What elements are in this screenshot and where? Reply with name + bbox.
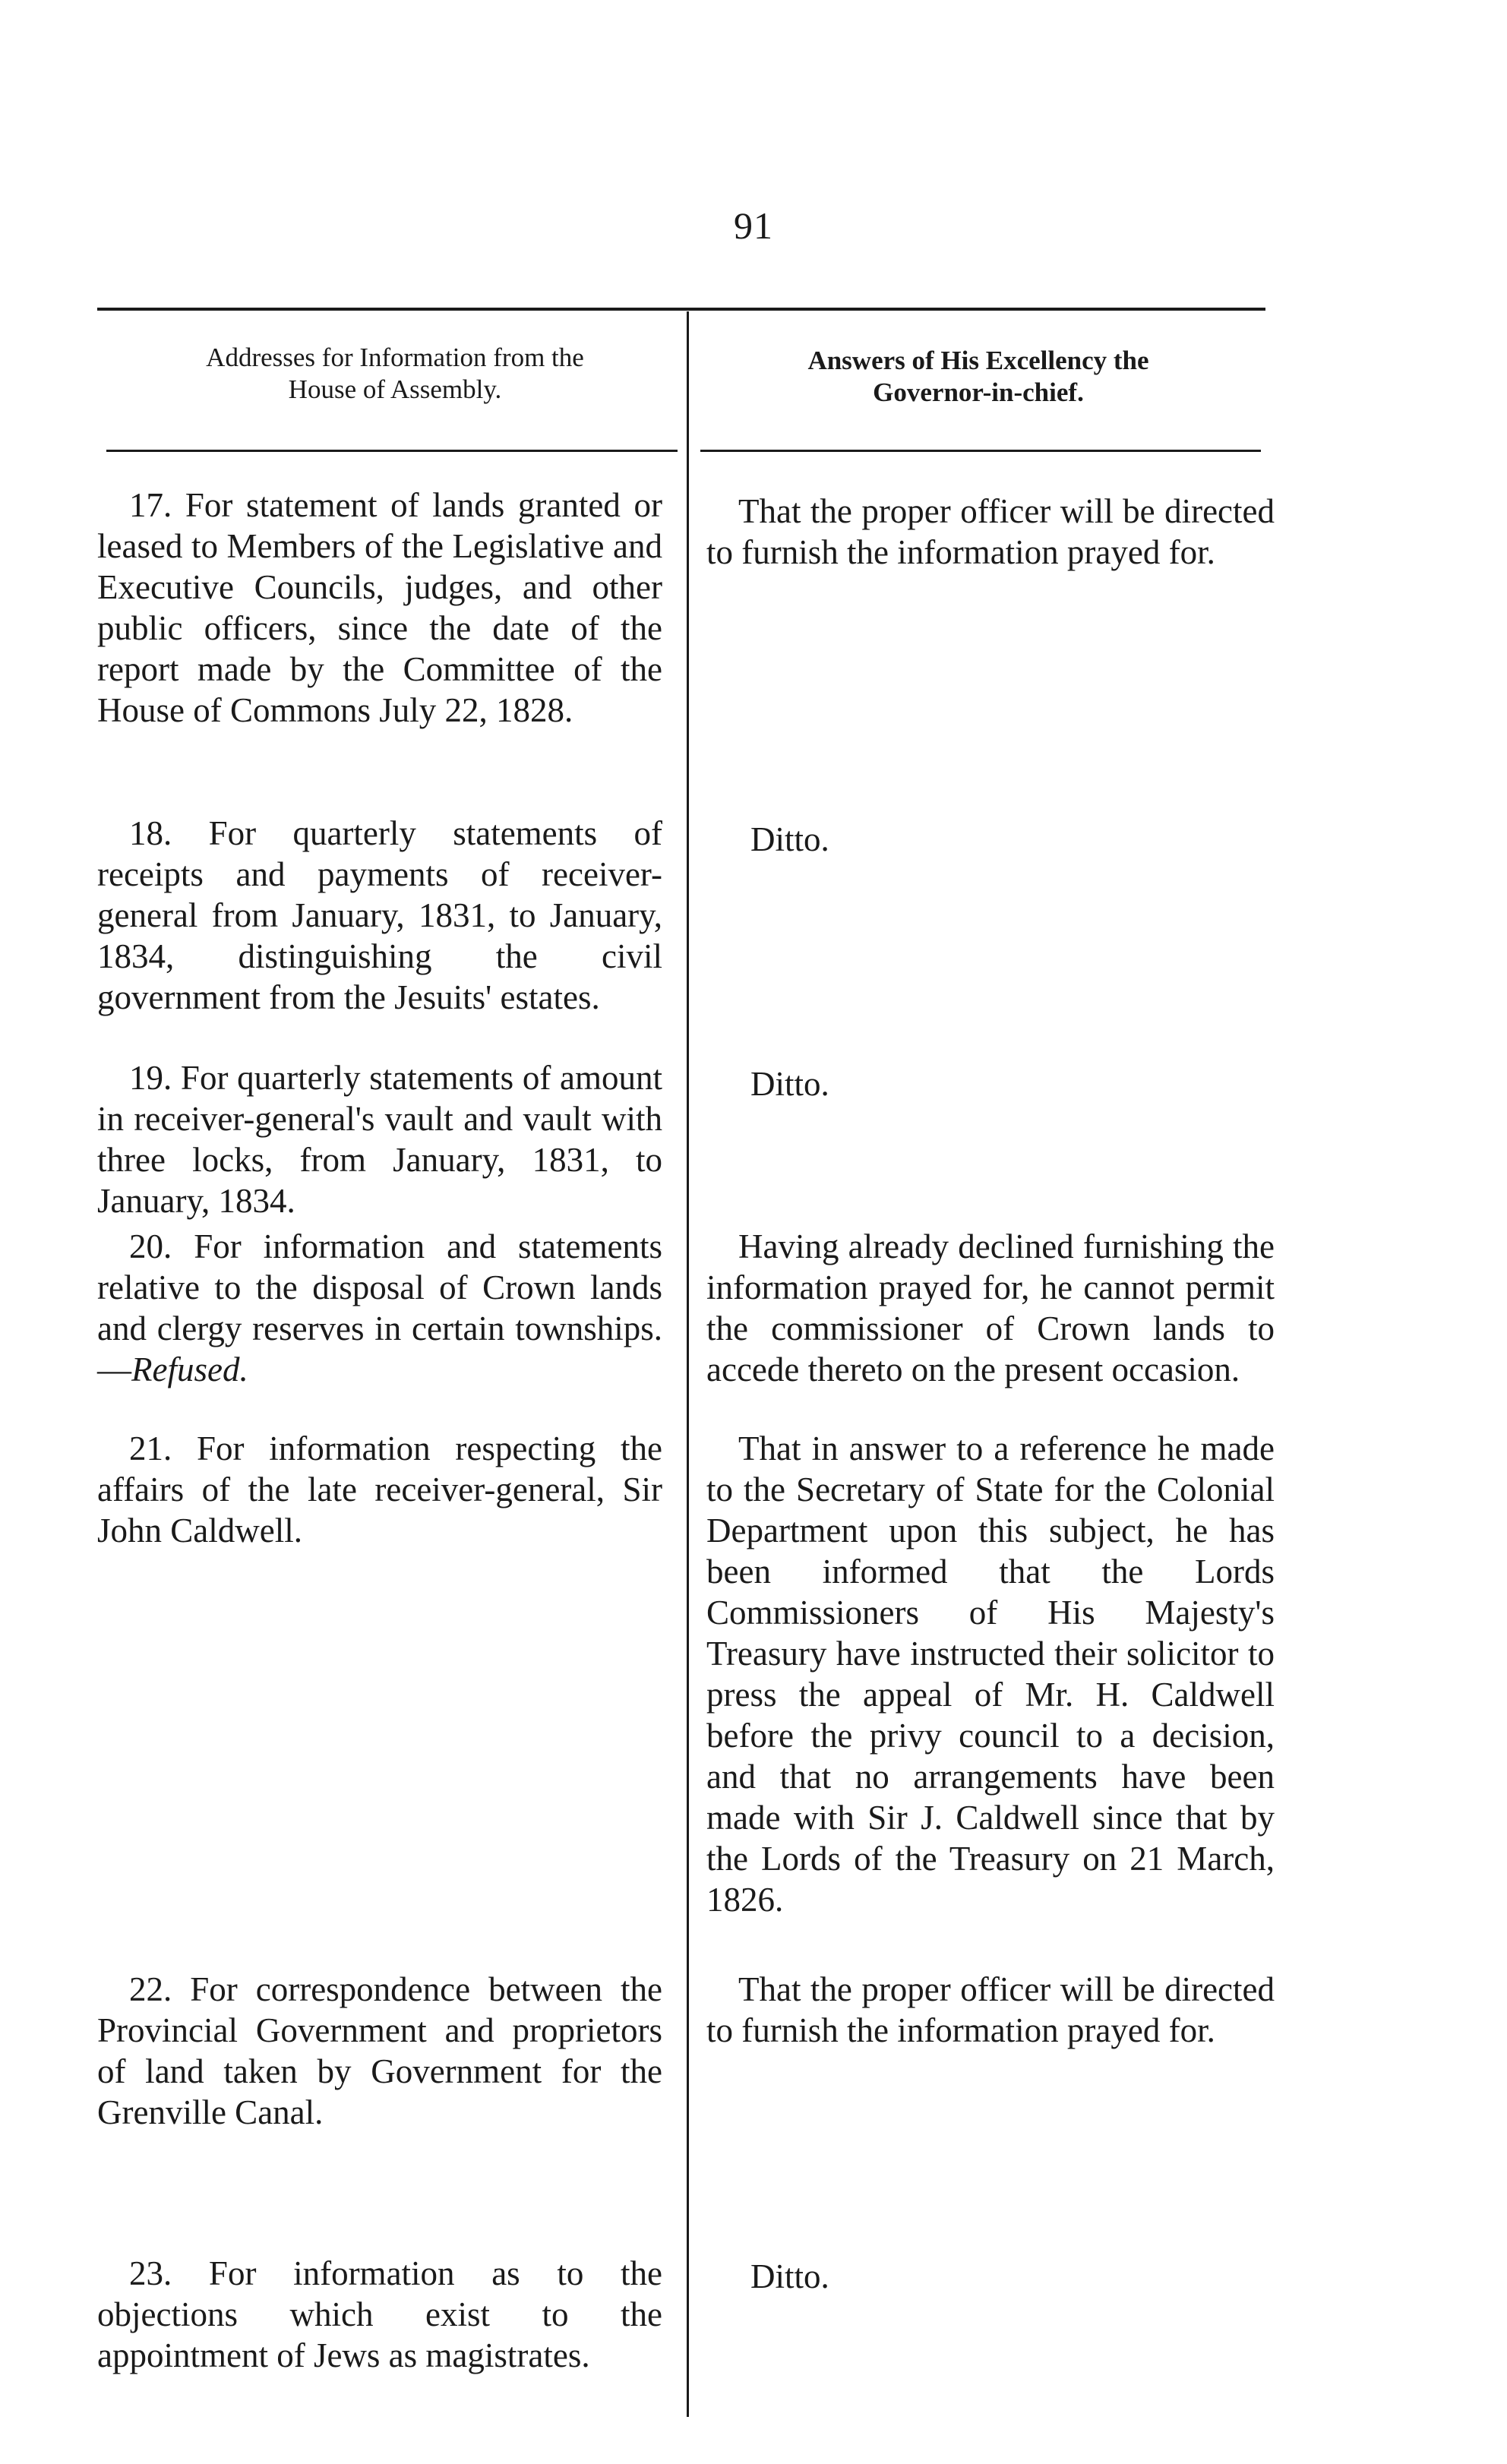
address-19-text: 19. For quarterly statements of amount in receiver-general's vault and vault with three locks, from January, 1831, to January, 1834.: [97, 1059, 662, 1220]
address-22: [97, 1969, 662, 2133]
answer-19: Ditto.: [750, 1065, 829, 1103]
answer-20-text: Having already declined furnishing the information prayed for, he cannot permit the commissioner of Crown lands to accede thereto on the present occasion.: [706, 1227, 1275, 1388]
right-header-rule: [700, 450, 1261, 452]
left-header-line-1: Addresses for Information from the: [206, 343, 584, 372]
address-20: [97, 1226, 662, 1390]
address-18-text: 18. For quarterly statements of receipts and payments of receiver-general from January, 1831, to January, 1834, distinguishing the civil government from the Jesuits' estates.: [97, 814, 662, 1016]
answer-22-text: That the proper officer will be directed to furnish the information prayed for.: [706, 1970, 1275, 2049]
answer-21-text: That in answer to a reference he made to the Secretary of State for the Colonial Department upon this subject, he has been informed that the Lords Commissioners of His Majesty's Treasury have instructed their solicitor to press the appeal of Mr. H. Caldwell before the privy council to a decision, and that no arrangements have been made with Sir J. Caldwell since that by the Lords of the Treasury on 21 March, 1826.: [706, 1429, 1275, 1919]
answer-22: [706, 1969, 1275, 2051]
address-22-text: 22. For correspondence between the Provincial Government and proprietors of land taken by Government for the Grenville Canal.: [97, 1970, 662, 2131]
left-header-line-2: House of Assembly.: [288, 374, 502, 404]
column-divider: [687, 311, 689, 2417]
right-header-line-1: Answers of His Excellency the: [807, 346, 1149, 375]
right-column-header: [697, 345, 1259, 409]
address-17-text: 17. For statement of lands granted or leased to Members of the Legislative and Executive Councils, judges, and other public officers, since the date of the report made by the Committee of the House of Commons July 22, 1828.: [97, 486, 662, 729]
page-number: 91: [734, 204, 773, 247]
answer-20: [706, 1226, 1275, 1390]
answer-23: Ditto.: [750, 2257, 829, 2295]
answer-17-text: That the proper officer will be directed to furnish the information prayed for.: [706, 492, 1275, 571]
address-23: [97, 2253, 662, 2376]
left-header-rule: [106, 450, 678, 452]
address-23-text: 23. For information as to the objections which exist to the appointment of Jews as magistrates.: [97, 2254, 662, 2374]
address-17: [97, 485, 662, 731]
address-18: [97, 813, 662, 1018]
address-21-text: 21. For information respecting the affairs of the late receiver-general, Sir John Caldwell.: [97, 1429, 662, 1549]
left-column-header: [114, 342, 676, 406]
header-top-rule: [97, 308, 1265, 311]
address-21: [97, 1428, 662, 1551]
answer-21: [706, 1428, 1275, 1920]
address-20-note: Refused.: [131, 1350, 248, 1388]
answer-17: [706, 491, 1275, 573]
answer-18: Ditto.: [750, 820, 829, 858]
address-19: [97, 1057, 662, 1221]
right-header-line-2: Governor-in-chief.: [873, 377, 1084, 407]
address-20-text: 20. For information and statements relative to the disposal of Crown lands and clergy reserves in certain townships.—: [97, 1227, 662, 1388]
